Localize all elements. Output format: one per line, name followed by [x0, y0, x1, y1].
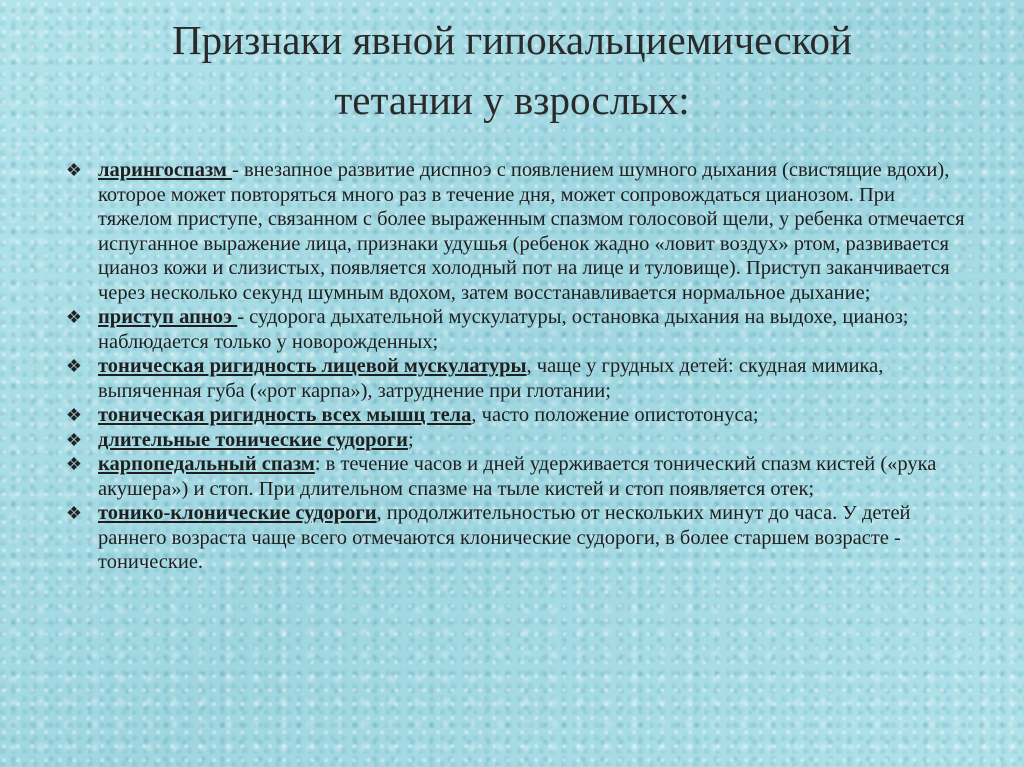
- symptom-list: [62, 158, 972, 575]
- list-item: [62, 305, 972, 354]
- item-term: карпопедальный спазм: [98, 453, 315, 475]
- slide-title: [60, 10, 964, 130]
- item-term: тоническая ригидность всех мышц тела: [98, 404, 472, 426]
- item-text: , продолжительностью от нескольких минут до часа. У детей раннего возраста чаще всего отмечаются клонические судороги, в более старшем возрасте - тонические.: [98, 502, 911, 573]
- list-item: [62, 428, 972, 453]
- diamond-bullet-icon: ❖: [65, 503, 83, 523]
- title-line-2: тетании у взрослых:: [334, 77, 690, 123]
- list-item: [62, 501, 972, 575]
- item-term: ларингоспазм: [98, 159, 233, 181]
- item-text: : в течение часов и дней удерживается тонический спазм кистей («рука акушера») и стоп. При длительном спазме на тыле кистей и стоп появляется отек;: [98, 453, 937, 500]
- item-term: тоническая ригидность лицевой мускулатуры: [98, 355, 527, 377]
- list-item: [62, 452, 972, 501]
- list-item: [62, 354, 972, 403]
- diamond-bullet-icon: ❖: [65, 405, 83, 425]
- list-item: [62, 158, 972, 305]
- item-text: ;: [407, 428, 414, 451]
- item-term: приступ апноэ: [98, 306, 238, 328]
- list-item: [62, 403, 972, 428]
- item-term: тонико-клонические судороги: [98, 502, 377, 524]
- title-line-1: Признаки явной гипокальциемической: [172, 17, 852, 63]
- diamond-bullet-icon: ❖: [65, 429, 83, 450]
- diamond-bullet-icon: ❖: [65, 160, 83, 180]
- item-text: , часто положение опистотонуса;: [471, 404, 759, 426]
- item-text: - судорога дыхательной мускулатуры, остановка дыхания на выдохе, цианоз; наблюдается только у новорожденных;: [98, 306, 909, 353]
- item-text: , чаще у грудных детей: скудная мимика, выпяченная губа («рот карпа»), затруднение при глотании;: [98, 355, 884, 402]
- diamond-bullet-icon: ❖: [65, 454, 83, 474]
- diamond-bullet-icon: ❖: [65, 307, 83, 327]
- item-term: длительные тонические судороги: [98, 428, 408, 451]
- item-text: - внезапное развитие диспноэ с появлением шумного дыхания (свистящие вдохи), которое может повторяться много раз в течение дня, может сопровождаться цианозом. При тяжелом приступе, связанном с более выраженным спазмом голосовой щели, у ребенка отмечается испуганное выражение лица, признаки удушья (ребенок жадно «ловит воздух» ртом, развивается цианоз кожи и слизистых, появляется холодный пот на лице и туловище). Приступ заканчивается через несколько секунд шумным вдохом, затем восстанавливается нормальное дыхание;: [98, 159, 965, 304]
- diamond-bullet-icon: ❖: [65, 356, 83, 376]
